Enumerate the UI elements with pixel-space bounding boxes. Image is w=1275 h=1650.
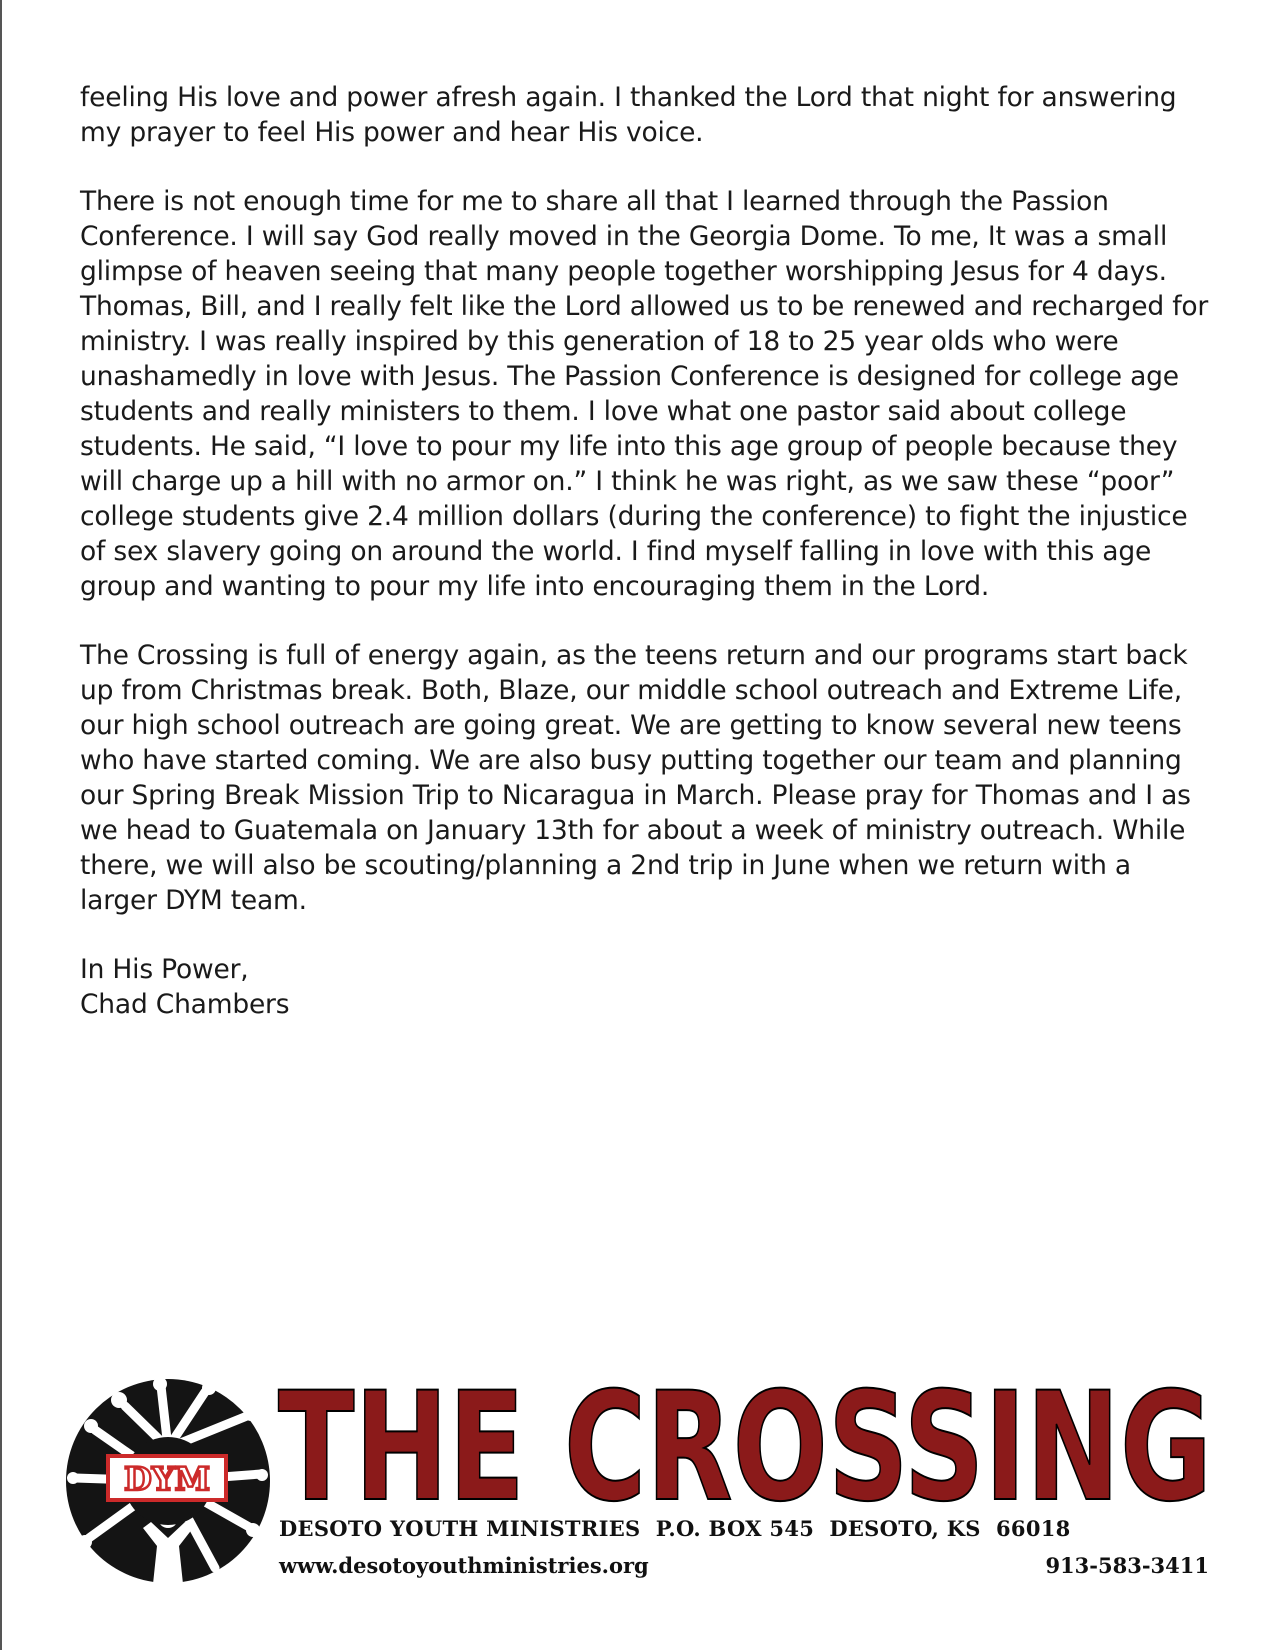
letter-closing (80, 952, 1210, 1022)
the-crossing-title (276, 1371, 1216, 1516)
title-text: THE CROSSING (278, 1371, 1212, 1516)
page-edge-rule (0, 0, 2, 1650)
signature-name: Chad Chambers (80, 989, 290, 1020)
phone-number: 913-583-3411 (1045, 1553, 1209, 1578)
website-link[interactable]: www.desotoyouthministries.org (279, 1553, 649, 1578)
paragraph-1: feeling His love and power afresh again. I thanked the Lord that night for answering my prayer to feel His power and hear His voice. (80, 82, 1177, 148)
organization-address: DESOTO YOUTH MINISTRIES P.O. BOX 545 DESOTO, KS 66018 (279, 1516, 1071, 1541)
letter-body (80, 80, 1210, 1022)
logo-text: DYM (123, 1460, 211, 1498)
paragraph-3: The Crossing is full of energy again, as the teens return and our programs start back up from Christmas break. Both, Blaze, our middle school outreach and Extreme Life, our high school outreach are going great. We are getting to know several new teens who have started coming. We are also busy putting together our team and planning our Spring Break Mission Trip to Nicaragua in March. Please pray for Thomas and I as we head to Guatemala on January 13th for about a week of ministry outreach. While there, we will also be scouting/planning a 2nd trip in June when we return with a larger DYM team. (80, 640, 1191, 916)
dym-logo-icon (65, 1378, 271, 1584)
paragraph-2: There is not enough time for me to share all that I learned through the Passion Conference. I will say God really moved in the Georgia Dome. To me, It was a small glimpse of heaven seeing that many people together worshipping Jesus for 4 days. Thomas, Bill, and I really felt like the Lord allowed us to be renewed and recharged for ministry. I was really inspired by this generation of 18 to 25 year olds who were unashamedly in love with Jesus. The Passion Conference is designed for college age students and really ministers to them. I love what one pastor said about college students. He said, “I love to pour my life into this age group of people because they will charge up a hill with no armor on.” I think he was right, as we saw these “poor” college students give 2.4 million dollars (during the conference) to fight the injustice of sex slavery going on around the world. I find myself falling in love with this age group and wanting to pour my life into encouraging them in the Lord. (80, 186, 1209, 602)
closing-salutation: In His Power, (80, 954, 249, 985)
